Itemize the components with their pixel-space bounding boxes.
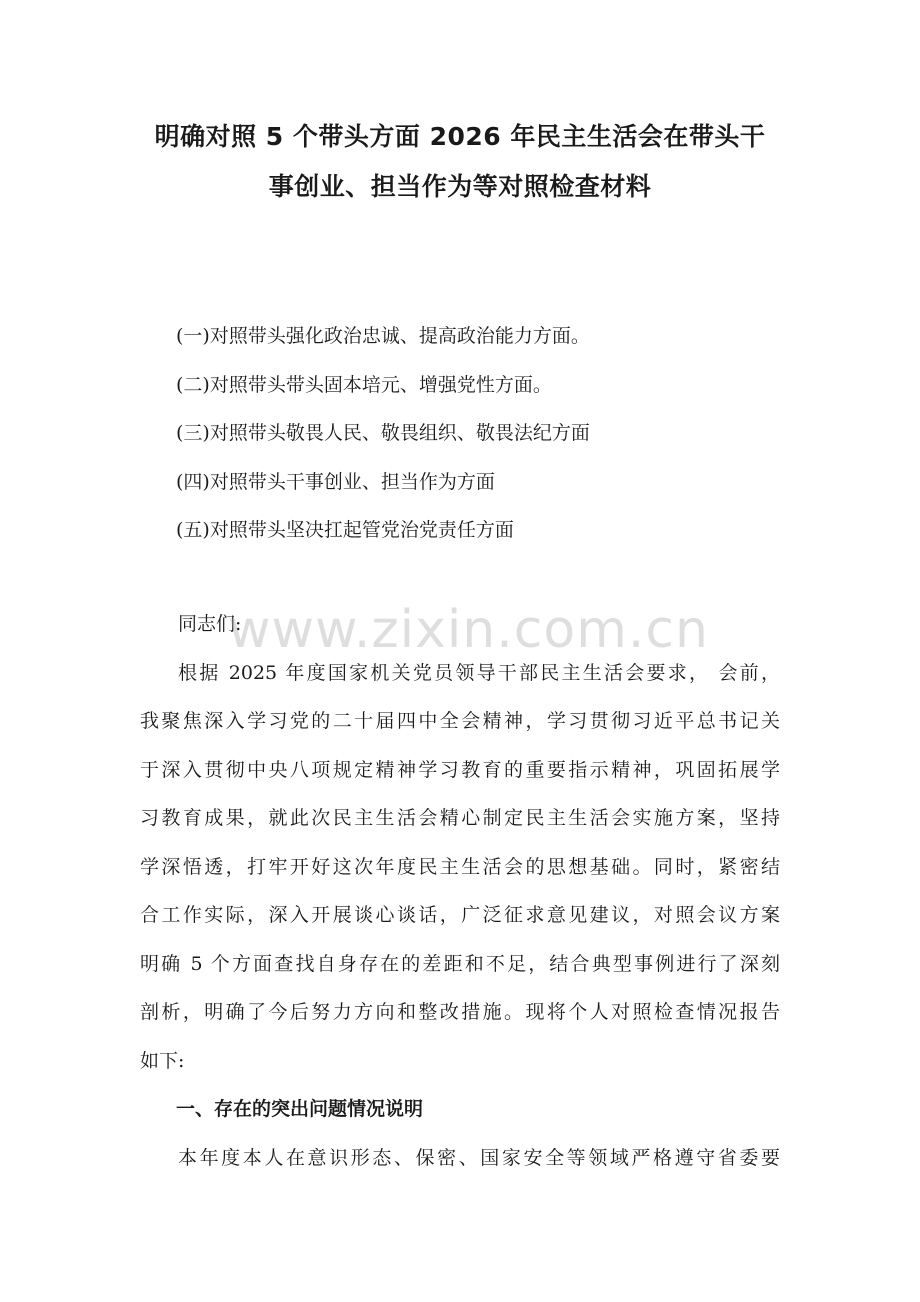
title-line-2: 事创业、担当作为等对照检查材料 — [268, 172, 652, 201]
aspect-item: (二)对照带头带头固本培元、增强党性方面。 — [176, 373, 552, 396]
paragraph-line: 学深悟透，打牢开好这次年度民主生活会的思想基础。同时，紧密结 — [140, 855, 780, 878]
document-title — [120, 112, 800, 212]
aspect-item: (三)对照带头敬畏人民、敬畏组织、敬畏法纪方面 — [176, 422, 590, 444]
greeting: 同志们: — [178, 613, 242, 635]
aspect-list — [176, 312, 816, 555]
paragraph-line: 根据 2025 年度国家机关党员领导干部民主生活会要求， 会前， — [178, 661, 780, 684]
site-watermark: www.zixin.com.cn — [228, 600, 709, 660]
aspect-item: (一)对照带头强化政治忠诚、提高政治能力方面。 — [176, 325, 590, 347]
paragraph-line: 剖析，明确了今后努力方向和整改措施。现将个人对照检查情况报告 — [140, 1001, 780, 1023]
section-paragraph — [140, 1134, 780, 1183]
paragraph-line: 明确 5 个方面查找自身存在的差距和不足，结合典型事例进行了深刻 — [140, 952, 780, 975]
aspect-item: (四)对照带头干事创业、担当作为方面 — [176, 470, 495, 493]
paragraph-line: 于深入贯彻中央八项规定精神学习教育的重要指示精神，巩固拓展学 — [140, 758, 780, 781]
paragraph-line: 习教育成果，就此次民主生活会精心制定民主生活会实施方案，坚持 — [140, 807, 780, 829]
paragraph-line: 如下: — [140, 1049, 185, 1072]
paragraph-line: 合工作实际，深入开展谈心谈话，广泛征求意见建议，对照会议方案 — [140, 904, 780, 926]
section-heading: 一、存在的突出问题情况说明 — [176, 1098, 424, 1120]
document-body — [140, 600, 780, 1182]
aspect-item: (五)对照带头坚决扛起管党治党责任方面 — [176, 519, 514, 541]
intro-paragraph — [140, 649, 780, 1086]
title-line-1: 明确对照 5 个带头方面 2026 年民主生活会在带头干 — [154, 122, 766, 151]
paragraph-line: 我聚焦深入学习党的二十届四中全会精神，学习贯彻习近平总书记关 — [140, 710, 780, 732]
paragraph-line: 本年度本人在意识形态、保密、国家安全等领域严格遵守省委要 — [178, 1146, 780, 1169]
